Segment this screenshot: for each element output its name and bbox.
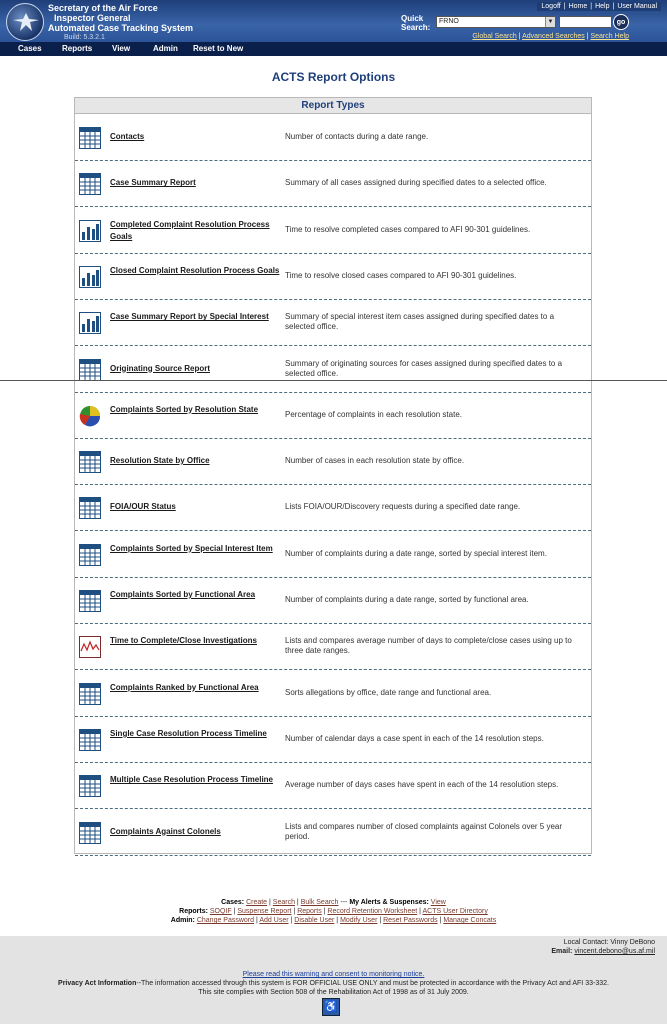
- footer-disable-user-link[interactable]: Disable User: [294, 917, 335, 924]
- report-link[interactable]: Resolution State by Office: [110, 456, 210, 466]
- report-link[interactable]: Complaints Against Colonels: [110, 826, 221, 836]
- report-row: [75, 254, 591, 300]
- report-link[interactable]: Complaints Sorted by Functional Area: [110, 590, 256, 599]
- search-links: Global Search | Advanced Searches | Search Help: [472, 33, 629, 40]
- menu-cases[interactable]: Cases: [18, 44, 42, 53]
- local-contact: [551, 938, 655, 956]
- home-link[interactable]: Home: [568, 3, 588, 10]
- global-search-link[interactable]: Global Search: [472, 33, 517, 40]
- menu-reports[interactable]: Reports: [62, 44, 93, 53]
- report-row: [75, 485, 591, 531]
- report-types-panel: [74, 97, 592, 854]
- quick-search-label: [401, 14, 430, 32]
- report-row: [75, 115, 591, 161]
- search-help-link[interactable]: Search Help: [590, 33, 629, 40]
- report-row: [75, 393, 591, 439]
- table-icon[interactable]: [79, 173, 101, 195]
- table-icon[interactable]: [79, 497, 101, 519]
- app-title: [48, 3, 193, 43]
- main-menu: [0, 42, 667, 56]
- report-link[interactable]: Case Summary Report by Special Interest: [110, 312, 269, 322]
- menu-view[interactable]: View: [112, 44, 131, 53]
- report-link[interactable]: Single Case Resolution Process Timeline: [110, 728, 267, 738]
- report-link[interactable]: Complaints Ranked by Functional Area: [110, 682, 259, 692]
- footer-reports-row: Reports: SOQIF | Suspense Report | Reports | Record Retention Worksheet | ACTS User Directory: [179, 908, 488, 915]
- report-row: [75, 810, 591, 856]
- report-description: Number of complaints during a date range, sorted by functional area.: [285, 595, 529, 604]
- quick-search-input[interactable]: [559, 16, 612, 28]
- report-link[interactable]: Contacts: [110, 132, 145, 141]
- footer-cases-label: Cases:: [221, 899, 245, 906]
- report-description: Time to resolve completed cases compared to AFI 90-301 guidelines.: [285, 224, 531, 234]
- report-row: [75, 532, 591, 578]
- table-icon[interactable]: [79, 775, 101, 797]
- report-description: Sorts allegations by office, date range and functional area.: [285, 687, 492, 697]
- report-description: Percentage of complaints in each resolution state.: [285, 409, 462, 419]
- quick-search-label-line1: Quick: [401, 14, 424, 23]
- table-icon[interactable]: [79, 590, 101, 612]
- report-row: [75, 347, 591, 393]
- report-description: Number of calendar days a case spent in each of the 14 resolution steps.: [285, 733, 544, 743]
- warning-consent-link[interactable]: Please read this warning and consent to monitoring notice.: [242, 971, 425, 978]
- report-link[interactable]: Time to Complete/Close Investigations: [110, 636, 257, 646]
- report-link[interactable]: Multiple Case Resolution Process Timeline: [110, 775, 274, 785]
- table-icon[interactable]: [79, 544, 101, 566]
- divider-line: [0, 380, 667, 381]
- logoff-link[interactable]: Logoff: [541, 3, 561, 10]
- help-link[interactable]: Help: [595, 3, 610, 10]
- report-row: [75, 717, 591, 763]
- title-line-1: Secretary of the Air Force: [48, 3, 158, 13]
- report-description: Lists and compares number of closed complaints against Colonels over 5 year period.: [285, 821, 563, 841]
- quick-search-label-line2: Search:: [401, 23, 431, 32]
- footer-cases-row: Cases: Create | Search | Bulk Search --- My Alerts & Suspenses: View: [221, 899, 446, 906]
- advanced-searches-link[interactable]: Advanced Searches: [522, 33, 585, 40]
- table-icon[interactable]: [79, 822, 101, 844]
- report-row: [75, 439, 591, 485]
- footer-links: [0, 898, 667, 925]
- report-row: [75, 624, 591, 670]
- report-row: [75, 208, 591, 254]
- line-chart-icon[interactable]: [79, 636, 101, 658]
- air-force-seal-logo: [6, 3, 44, 41]
- footer-soqif-link[interactable]: SOQIF: [209, 908, 232, 915]
- table-icon[interactable]: [79, 451, 101, 473]
- footer-modify-user-link[interactable]: Modify User: [340, 917, 378, 924]
- report-row: [75, 671, 591, 717]
- contact-email-link[interactable]: vincent.debono@us.af.mil: [574, 948, 655, 955]
- user-manual-link[interactable]: User Manual: [617, 3, 657, 10]
- report-description: Lists FOIA/OUR/Discovery requests during a specified date range.: [285, 502, 521, 512]
- footer-bulk-search-link[interactable]: Bulk Search: [300, 899, 339, 906]
- table-icon[interactable]: [79, 359, 101, 381]
- title-line-2: Inspector General: [54, 13, 131, 23]
- footer-reports-link[interactable]: Reports: [297, 908, 322, 915]
- report-row: [75, 161, 591, 207]
- email-label: Email:: [551, 948, 573, 955]
- report-description: Time to resolve closed cases compared to AFI 90-301 guidelines.: [285, 270, 517, 280]
- report-row: [75, 763, 591, 809]
- build-version: Build: 5.3.2.1: [64, 34, 105, 41]
- footer-view-alerts-link[interactable]: View: [430, 899, 446, 906]
- footer-change-password-link[interactable]: Change Password: [196, 917, 255, 924]
- report-types-header: Report Types: [75, 98, 591, 114]
- report-row: [75, 578, 591, 624]
- report-description: Summary of all cases assigned during specified dates to a selected office.: [285, 178, 547, 188]
- footer-reset-passwords-link[interactable]: Reset Passwords: [383, 917, 438, 924]
- bar-chart-icon[interactable]: [79, 266, 101, 288]
- accessibility-icon[interactable]: ♿: [322, 998, 340, 1016]
- report-link[interactable]: Complaints Sorted by Resolution State: [110, 404, 259, 414]
- section-508-text: This site complies with Section 508 of the Rehabilitation Act of 1998 as of 31 July 2009.: [198, 989, 469, 996]
- top-links: Logoff | Home | Help | User Manual: [537, 2, 661, 11]
- pie-chart-icon[interactable]: [79, 405, 101, 427]
- report-link[interactable]: Originating Source Report: [110, 363, 211, 373]
- footer-user-directory-link[interactable]: ACTS User Directory: [422, 908, 488, 915]
- report-description: Number of contacts during a date range.: [285, 132, 429, 141]
- title-line-3: Automated Case Tracking System: [48, 23, 194, 33]
- app-header: [0, 0, 667, 42]
- page-title: ACTS Report Options: [271, 70, 396, 84]
- report-description: Number of complaints during a date range, sorted by special interest item.: [285, 548, 547, 558]
- footer-admin-label: Admin:: [170, 917, 195, 924]
- table-icon[interactable]: [79, 127, 101, 149]
- report-link[interactable]: Case Summary Report: [110, 178, 196, 188]
- footer-admin-row: Admin: Change Password | Add User | Disable User | Modify User | Reset Passwords | Manage Concats: [170, 917, 497, 924]
- footer-record-retention-link[interactable]: Record Retention Worksheet: [327, 908, 418, 915]
- quick-search-type-select[interactable]: [436, 16, 556, 28]
- report-row: [75, 300, 591, 346]
- bar-chart-icon[interactable]: [79, 220, 101, 242]
- footer-manage-concats-link[interactable]: Manage Concats: [443, 917, 497, 924]
- report-link[interactable]: Closed Complaint Resolution Process Goals: [110, 265, 280, 275]
- report-description: Lists and compares average number of days to complete/close cases using up to three date ranges.: [285, 636, 572, 656]
- privacy-act-label: Privacy Act Information: [58, 980, 137, 987]
- quick-search-select-value: FRNO: [439, 18, 459, 25]
- report-link[interactable]: FOIA/OUR Status: [110, 502, 176, 512]
- menu-admin[interactable]: Admin: [153, 44, 178, 53]
- report-description: Summary of special interest item cases assigned during specified dates to a selected office.: [285, 312, 555, 332]
- footer-add-user-link[interactable]: Add User: [259, 917, 289, 924]
- report-link[interactable]: Complaints Sorted by Special Interest Item: [110, 543, 273, 553]
- footer-suspense-report-link[interactable]: Suspense Report: [237, 908, 292, 915]
- report-description: Number of cases in each resolution state by office.: [285, 456, 465, 466]
- local-contact-name: Local Contact: Vinny DeBono: [563, 939, 655, 946]
- bar-chart-icon[interactable]: [79, 312, 101, 334]
- footer-reports-label: Reports:: [179, 908, 208, 915]
- chevron-down-icon[interactable]: ▼: [545, 17, 555, 27]
- footer-search-link[interactable]: Search: [272, 899, 295, 906]
- report-description: Average number of days cases have spent in each of the 14 resolution steps.: [285, 780, 559, 790]
- table-icon[interactable]: [79, 729, 101, 751]
- menu-reset-to-new[interactable]: Reset to New: [193, 44, 244, 53]
- go-button[interactable]: go: [613, 14, 629, 30]
- report-description: Summary of originating sources for cases assigned during specified dates to a selected office.: [285, 358, 563, 378]
- footer-create-link[interactable]: Create: [246, 899, 268, 906]
- privacy-notice: [0, 970, 667, 997]
- report-link[interactable]: Completed Complaint Resolution Process Goals: [110, 219, 270, 241]
- footer-alerts-label: My Alerts & Suspenses:: [349, 899, 429, 906]
- privacy-act-text: --The information accessed through this system is FOR OFFICIAL USE ONLY and must be protected in accordance with the Privacy Act and AFI 33-332.: [136, 980, 609, 987]
- table-icon[interactable]: [79, 683, 101, 705]
